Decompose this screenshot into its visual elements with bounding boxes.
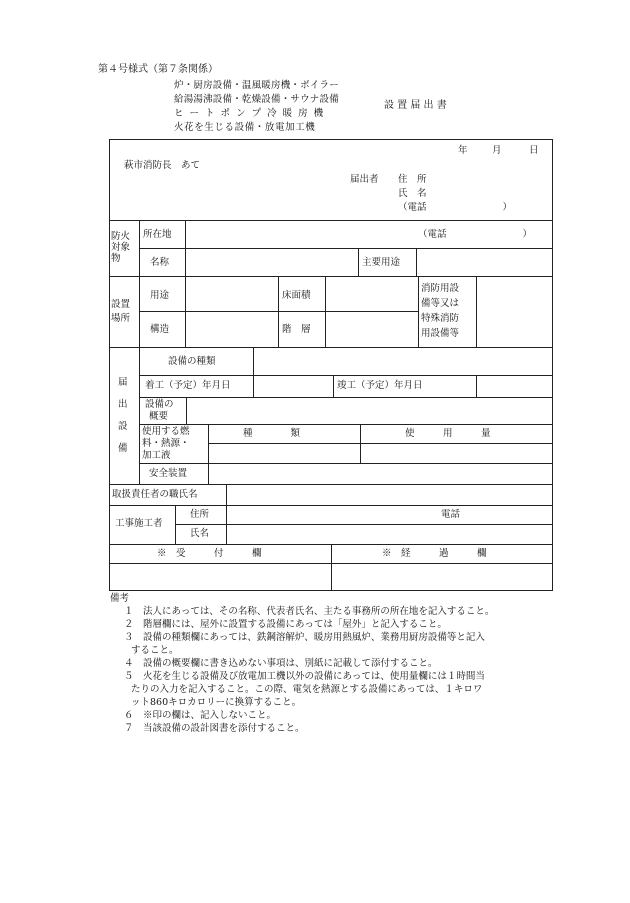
date-year: 年 — [458, 145, 468, 156]
rule-v-name-use-2 — [416, 248, 417, 276]
location-phone: （電話 ） — [418, 229, 533, 240]
heading-line-1: 炉・厨房設備・温風暖房機・ボイラー — [174, 80, 339, 91]
heading-line-2: 給湯湯沸設備・乾燥設備・サウナ設備 — [174, 94, 339, 105]
fuel-label-2: 料・熱源・ — [142, 438, 190, 449]
rule-v-safety — [208, 463, 209, 484]
remark-item: ７ 当該設備の設計図書を添付すること。 — [124, 723, 305, 734]
name-label: 名称 — [150, 257, 170, 268]
fire-target-label-2: 対象 — [111, 242, 131, 253]
rule-contractor-mid — [175, 524, 553, 525]
applicant-phone: （電話 ） — [398, 202, 513, 213]
floor-area-label: 床面積 — [282, 290, 311, 301]
safety-label: 安全装置 — [149, 468, 188, 479]
remark-item: ５ 火花を生じる設備及び放電加工機以外の設備にあっては、使用量欄には１時間当 — [124, 671, 485, 682]
rule-v-left-labels — [139, 220, 140, 484]
rule-v-start — [253, 375, 254, 397]
install-place-label-1: 設置 — [111, 299, 131, 310]
form-title: 設 置 届 出 書 — [384, 100, 447, 111]
rule-v-manager — [226, 484, 227, 505]
overview-label-2: 概要 — [149, 411, 169, 422]
rule-v-type — [253, 347, 254, 375]
contractor-name-label: 氏名 — [190, 528, 210, 539]
form-number: 第４号様式（第７条関係） — [98, 64, 218, 75]
rule-equipment-dates — [139, 397, 553, 398]
floor-label: 階 層 — [282, 324, 311, 335]
fire-equipment-line-2: 備等又は — [421, 298, 460, 309]
remark-item: すること。 — [131, 645, 179, 656]
structure-label: 構造 — [150, 324, 170, 335]
rule-v-overview — [186, 397, 187, 424]
fuel-label-3: 加工液 — [142, 450, 171, 461]
rule-manager-top — [109, 484, 553, 485]
remark-item: ４ 設備の概要欄に書き込めない事項は、別紙に記載して添付すること。 — [124, 658, 438, 669]
applicant-label: 届出者 — [350, 174, 379, 185]
rule-v-reception — [331, 544, 332, 591]
contractor-phone-label: 電話 — [441, 509, 461, 520]
rule-equipment-overview — [139, 424, 553, 425]
rule-v-area-1 — [278, 276, 279, 347]
use-label: 用途 — [150, 290, 170, 301]
equipment-label-2: 出 — [118, 399, 128, 410]
manager-label: 取扱責任者の職氏名 — [112, 489, 198, 500]
rule-v-completion — [476, 375, 477, 397]
rule-v-fire-equip-1 — [418, 276, 419, 347]
fire-equipment-line-1: 消防用設 — [421, 283, 460, 294]
heading-line-3: ヒ ー ト ポ ン プ 冷 暖 房 機 — [174, 108, 325, 119]
completion-date-label: 竣工（予定）年月日 — [337, 380, 423, 391]
equipment-type-label: 設備の種類 — [168, 356, 216, 367]
heading-line-4: 火花を生じる設備・放電加工機 — [174, 122, 316, 133]
rule-v-area-2 — [325, 276, 326, 347]
install-place-label-2: 場所 — [111, 313, 131, 324]
remark-item: ６ ※印の欄は、記入しないこと。 — [124, 710, 277, 721]
fire-equipment-line-4: 用設備等 — [421, 328, 460, 339]
rule-v-mid-dates — [333, 375, 334, 397]
applicant-name-label: 氏 名 — [398, 188, 427, 199]
remark-item: １ 法人にあっては、その名称、代表者氏名、主たる事務所の所在地を記入すること。 — [124, 606, 495, 617]
rule-equipment-top — [109, 347, 553, 348]
rule-v-fuel — [208, 424, 209, 463]
progress-header: ※ 経 過 欄 — [382, 548, 487, 559]
fire-equipment-line-3: 特殊消防 — [421, 313, 460, 324]
date-month: 月 — [492, 145, 502, 156]
rule-install-top — [109, 276, 553, 277]
remark-item: たりの入力を記入すること。この際、電気を熱源とする設備にあっては、１キロワ — [131, 684, 483, 695]
rule-v-contractor — [175, 505, 176, 544]
equipment-label-1: 届 — [118, 377, 128, 388]
location-label: 所在地 — [143, 229, 172, 240]
fire-target-label-1: 防火 — [111, 231, 131, 242]
applicant-address-label: 住 所 — [398, 174, 427, 185]
date-day: 日 — [529, 145, 539, 156]
equipment-label-3: 設 — [118, 421, 128, 432]
rule-fuel-1 — [208, 443, 553, 444]
contractor-label: 工事施工者 — [115, 518, 163, 529]
addressee: 萩市消防長 あて — [124, 160, 201, 171]
remark-item: ット860キロカロリーに換算すること。 — [131, 697, 302, 708]
rule-v-name-use-1 — [358, 248, 359, 276]
rule-v-fire-equip-2 — [476, 276, 477, 347]
contractor-address-label: 住所 — [190, 509, 210, 520]
overview-label-1: 設備の — [145, 399, 174, 410]
reception-header: ※ 受 付 欄 — [157, 548, 262, 559]
rule-fuel-2 — [139, 463, 553, 464]
rule-v-usage — [360, 424, 361, 463]
rule-v-fire-labels — [185, 220, 186, 347]
remarks-title: 備考 — [110, 593, 130, 604]
kind-header: 種 類 — [243, 428, 301, 439]
rule-top-block — [109, 220, 553, 221]
start-date-label: 着工（予定）年月日 — [145, 380, 231, 391]
rule-v-contractor-2 — [226, 505, 227, 544]
equipment-label-4: 備 — [118, 443, 128, 454]
rule-fire-target — [139, 248, 553, 249]
usage-header: 使 用 量 — [405, 428, 491, 439]
remark-item: ２ 階層欄には、屋外に設置する設備にあっては「屋外」と記入すること。 — [124, 619, 447, 630]
fire-target-label-3: 物 — [111, 253, 121, 264]
main-use-label: 主要用途 — [362, 257, 401, 268]
fuel-label-1: 使用する燃 — [142, 426, 190, 437]
rule-equipment-type — [139, 375, 553, 376]
remark-item: ３ 設備の種類欄にあっては、鉄鋼溶解炉、暖房用熱風炉、業務用厨房設備等と記入 — [124, 632, 485, 643]
